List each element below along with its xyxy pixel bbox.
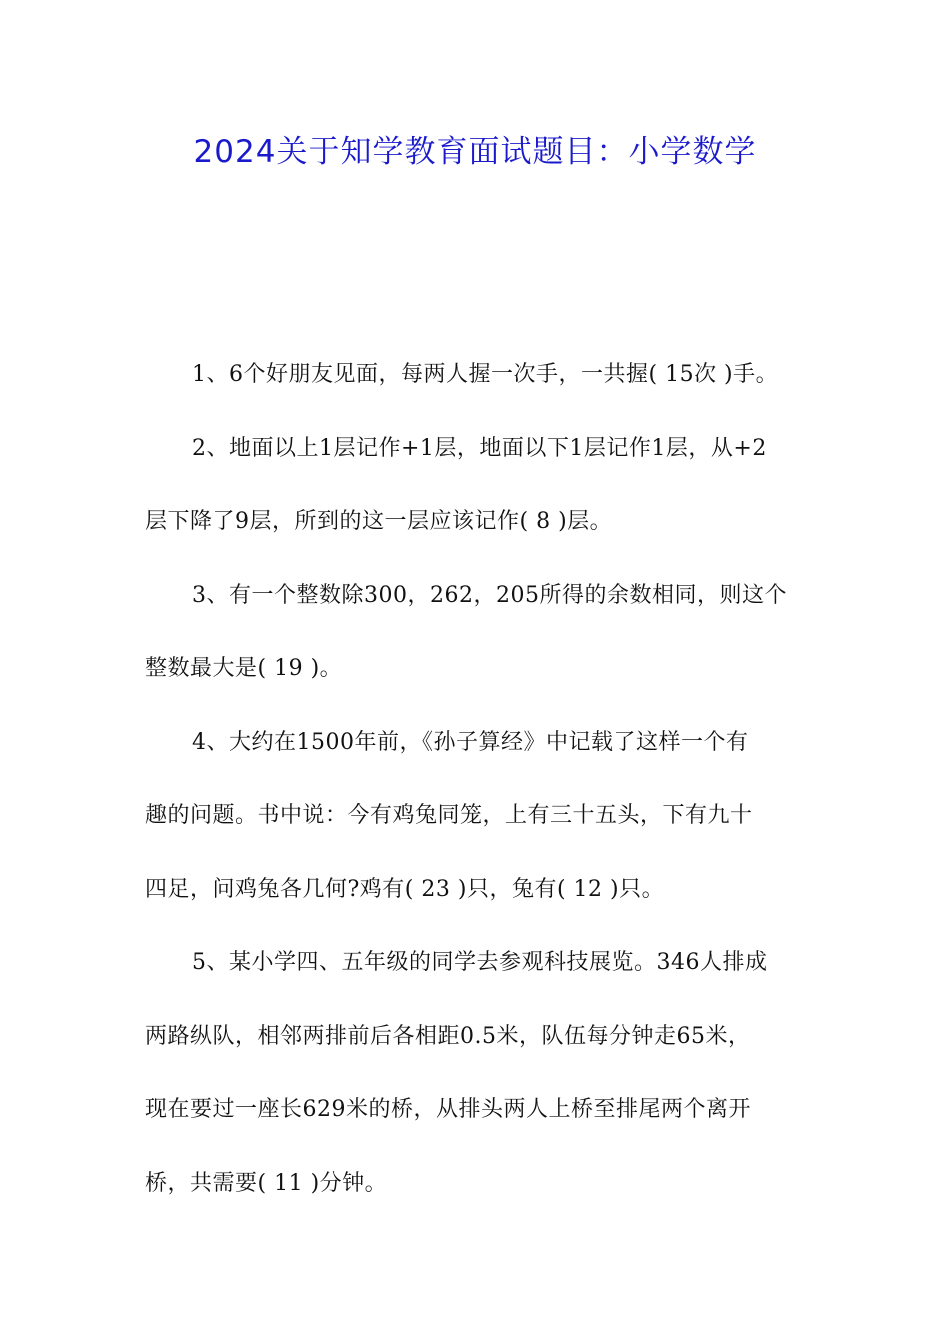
question-3-line-2: 整数最大是( 19 )。 xyxy=(145,656,343,681)
question-1 xyxy=(145,338,810,412)
question-5-line-2: 两路纵队，相邻两排前后各相距0.5米，队伍每分钟走65米， xyxy=(145,1023,751,1049)
question-5-line-1: 5、某小学四、五年级的同学去参观科技展览。346人排成 xyxy=(192,950,768,975)
question-2 xyxy=(145,412,810,559)
question-3 xyxy=(145,559,810,706)
question-4-line-1: 4、大约在1500年前，《孙子算经》中记载了这样一个有 xyxy=(192,729,749,755)
question-1-line-1: 1、6个好朋友见面，每两人握一次手，一共握( 15次 )手。 xyxy=(192,362,779,387)
question-4 xyxy=(145,706,810,927)
question-2-line-2: 层下降了9层，所到的这一层应该记作( 8 )层。 xyxy=(145,509,613,534)
question-3-line-1: 3、有一个整数除300，262，205所得的余数相同，则这个 xyxy=(192,582,787,608)
question-5-line-4: 桥，共需要( 11 )分钟。 xyxy=(145,1170,388,1196)
document-body xyxy=(145,338,810,1220)
question-4-line-2: 趣的问题。书中说：今有鸡兔同笼，上有三十五头，下有九十 xyxy=(145,803,753,828)
document-title: 2024关于知学教育面试题目：小学数学 xyxy=(193,134,757,170)
question-2-line-1: 2、地面以上1层记作+1层，地面以下1层记作1层，从+2 xyxy=(192,435,767,461)
question-5-line-3: 现在要过一座长629米的桥，从排头两人上桥至排尾两个离开 xyxy=(145,1097,751,1122)
question-4-line-3: 四足，问鸡兔各几何?鸡有( 23 )只，兔有( 12 )只。 xyxy=(145,876,665,902)
question-5 xyxy=(145,926,810,1220)
